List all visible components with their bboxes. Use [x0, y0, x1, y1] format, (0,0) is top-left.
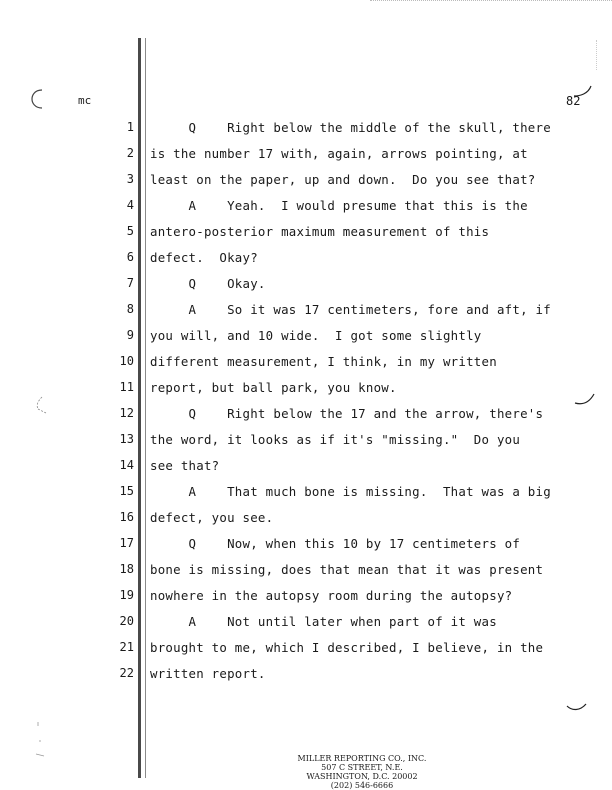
- line-text: defect. Okay?: [150, 250, 258, 265]
- line-text: Q Right below the middle of the skull, there: [150, 120, 551, 135]
- transcript-line: [0, 400, 612, 426]
- line-number: 19: [119, 588, 134, 602]
- transcript-line: [0, 608, 612, 634]
- line-number: 4: [126, 198, 134, 212]
- line-number: 10: [119, 354, 134, 368]
- transcript-line: [0, 634, 612, 660]
- line-text: A That much bone is missing. That was a big: [150, 484, 551, 499]
- top-edge-rule: [370, 0, 612, 2]
- transcript-line: [0, 374, 612, 400]
- transcript-line: [0, 660, 612, 686]
- line-number: 21: [119, 640, 134, 654]
- transcript-line: [0, 348, 612, 374]
- transcript-line: [0, 504, 612, 530]
- check-mark-icon: [566, 698, 588, 712]
- transcript-line: [0, 478, 612, 504]
- reporter-initials: mc: [78, 94, 92, 107]
- line-text: Q Now, when this 10 by 17 centimeters of: [150, 536, 521, 551]
- line-number: 8: [126, 302, 134, 316]
- right-edge-mark: [596, 40, 598, 70]
- line-number: 15: [119, 484, 134, 498]
- line-number: 5: [126, 224, 134, 238]
- line-number: 2: [126, 146, 134, 160]
- line-text: is the number 17 with, again, arrows pointing, at: [150, 146, 528, 161]
- binder-hole-icon: [30, 88, 46, 110]
- line-text: A Yeah. I would presume that this is the: [150, 198, 528, 213]
- transcript-line: [0, 192, 612, 218]
- transcript-line: [0, 296, 612, 322]
- line-number: 12: [119, 406, 134, 420]
- line-number: 1: [126, 120, 134, 134]
- line-text: least on the paper, up and down. Do you see that?: [150, 172, 536, 187]
- transcript-line: [0, 270, 612, 296]
- bottom-margin-mark-icon: [32, 720, 48, 760]
- transcript-line: [0, 426, 612, 452]
- line-text: defect, you see.: [150, 510, 274, 525]
- transcript-line: [0, 582, 612, 608]
- line-number: 7: [126, 276, 134, 290]
- line-text: bone is missing, does that mean that it was present: [150, 562, 544, 577]
- line-text: you will, and 10 wide. I got some slightly: [150, 328, 482, 343]
- transcript-line: [0, 140, 612, 166]
- line-text: Q Right below the 17 and the arrow, there's: [150, 406, 544, 421]
- line-text: nowhere in the autopsy room during the autopsy?: [150, 588, 513, 603]
- page-check-mark-icon: [572, 84, 594, 98]
- transcript-line: [0, 218, 612, 244]
- line-number: 17: [119, 536, 134, 550]
- reporter-city: WASHINGTON, D.C. 20002: [306, 772, 418, 781]
- line-text: antero-posterior maximum measurement of this: [150, 224, 490, 239]
- line-text: brought to me, which I described, I believe, in the: [150, 640, 544, 655]
- line-number: 6: [126, 250, 134, 264]
- reporter-street: 507 C STREET, N.E.: [321, 763, 403, 772]
- transcript-line: [0, 556, 612, 582]
- line-text: written report.: [150, 666, 266, 681]
- transcript-line: [0, 166, 612, 192]
- page-number: 82: [566, 94, 581, 108]
- line-text: the word, it looks as if it's "missing." Do you: [150, 432, 521, 447]
- transcript-line: [0, 114, 612, 140]
- transcript-line: [0, 322, 612, 348]
- line-number: 14: [119, 458, 134, 472]
- line-text: Q Okay.: [150, 276, 266, 291]
- reporter-name: MILLER REPORTING CO., INC.: [297, 754, 427, 763]
- line-number: 18: [119, 562, 134, 576]
- line-number: 9: [126, 328, 134, 342]
- transcript-line: [0, 530, 612, 556]
- line-number: 16: [119, 510, 134, 524]
- line-text: report, but ball park, you know.: [150, 380, 397, 395]
- reporter-footer: [262, 754, 462, 790]
- line-number: 13: [119, 432, 134, 446]
- line-text: A So it was 17 centimeters, fore and aft, if: [150, 302, 551, 317]
- reporter-phone: (202) 546-6666: [330, 781, 394, 790]
- line-text: A Not until later when part of it was: [150, 614, 497, 629]
- line-number: 3: [126, 172, 134, 186]
- line-number: 22: [119, 666, 134, 680]
- line-text: see that?: [150, 458, 220, 473]
- line-number: 11: [119, 380, 134, 394]
- transcript-line: [0, 244, 612, 270]
- line-text: different measurement, I think, in my written: [150, 354, 497, 369]
- transcript-line: [0, 452, 612, 478]
- line-number: 20: [119, 614, 134, 628]
